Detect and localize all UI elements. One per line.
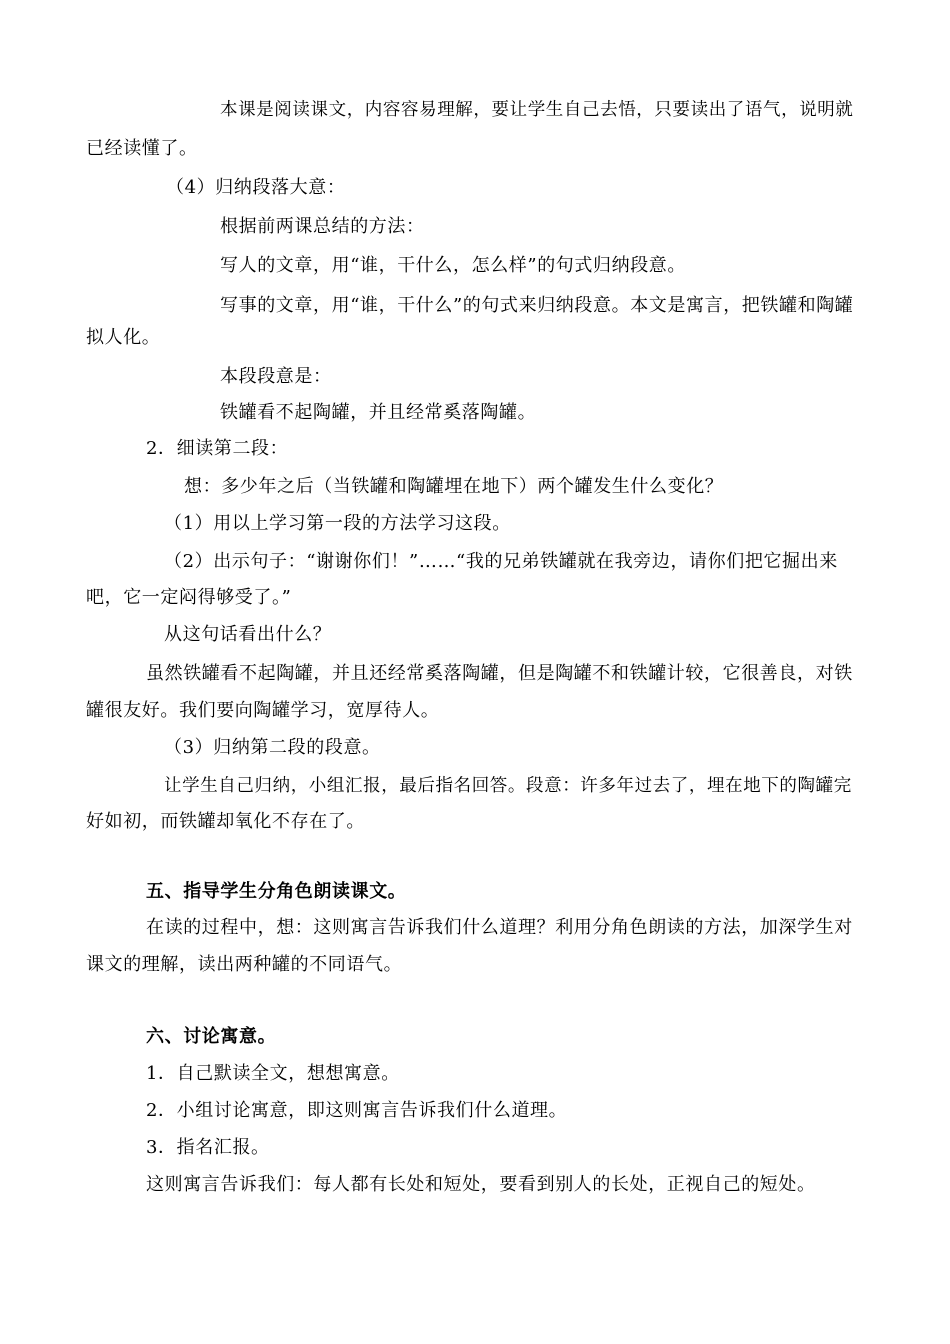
text-line: 这则寓言告诉我们：每人都有长处和短处，要看到别人的长处，正视自己的短处。 [146, 1174, 816, 1195]
text-line: （2）出示句子：“谢谢你们！”……“我的兄弟铁罐就在我旁边，请你们把它掘出来 [164, 551, 838, 572]
text-line: 吧，它一定闷得够受了。” [86, 587, 292, 608]
section-heading: 五、指导学生分角色朗读课文。 [146, 881, 407, 902]
text-line: 根据前两课总结的方法： [220, 216, 425, 237]
text-line: 已经读懂了。 [86, 138, 198, 159]
text-line: 罐很友好。我们要向陶罐学习，宽厚待人。 [86, 700, 440, 721]
text-line: 想：多少年之后（当铁罐和陶罐埋在地下）两个罐发生什么变化？ [184, 476, 724, 497]
text-line: 虽然铁罐看不起陶罐，并且还经常奚落陶罐，但是陶罐不和铁罐计较，它很善良，对铁 [146, 663, 853, 684]
text-line: 从这句话看出什么？ [164, 624, 332, 645]
section-heading: 2．细读第二段： [146, 438, 289, 459]
list-item: 1．自己默读全文，想想寓意。 [146, 1063, 400, 1084]
text-line: 课文的理解，读出两种罐的不同语气。 [86, 954, 403, 975]
text-line: 写事的文章，用“谁，干什么”的句式来归纳段意。本文是寓言，把铁罐和陶罐 [220, 295, 854, 316]
text-line: 拟人化。 [86, 327, 161, 348]
text-line: 让学生自己归纳，小组汇报，最后指名回答。段意：许多年过去了，埋在地下的陶罐完 [164, 776, 852, 796]
text-line: 好如初，而铁罐却氧化不存在了。 [86, 811, 365, 832]
section-heading: 六、讨论寓意。 [146, 1026, 277, 1047]
text-line: 写人的文章，用“谁，干什么，怎么样”的句式归纳段意。 [220, 255, 687, 276]
text-line: 本课是阅读课文，内容容易理解，要让学生自己去悟，只要读出了语气，说明就 [220, 100, 854, 120]
text-line: （1）用以上学习第一段的方法学习这段。 [164, 513, 511, 534]
text-line: 在读的过程中，想：这则寓言告诉我们什么道理？利用分角色朗读的方法，加深学生对 [146, 917, 853, 938]
text-line: 铁罐看不起陶罐，并且经常奚落陶罐。 [220, 402, 537, 423]
text-line: （3）归纳第二段的段意。 [164, 737, 381, 758]
text-line: 本段段意是： [220, 366, 332, 387]
list-item: 2．小组讨论寓意，即这则寓言告诉我们什么道理。 [146, 1100, 568, 1121]
list-item: 3．指名汇报。 [146, 1137, 270, 1158]
text-line: （4）归纳段落大意： [166, 177, 346, 198]
